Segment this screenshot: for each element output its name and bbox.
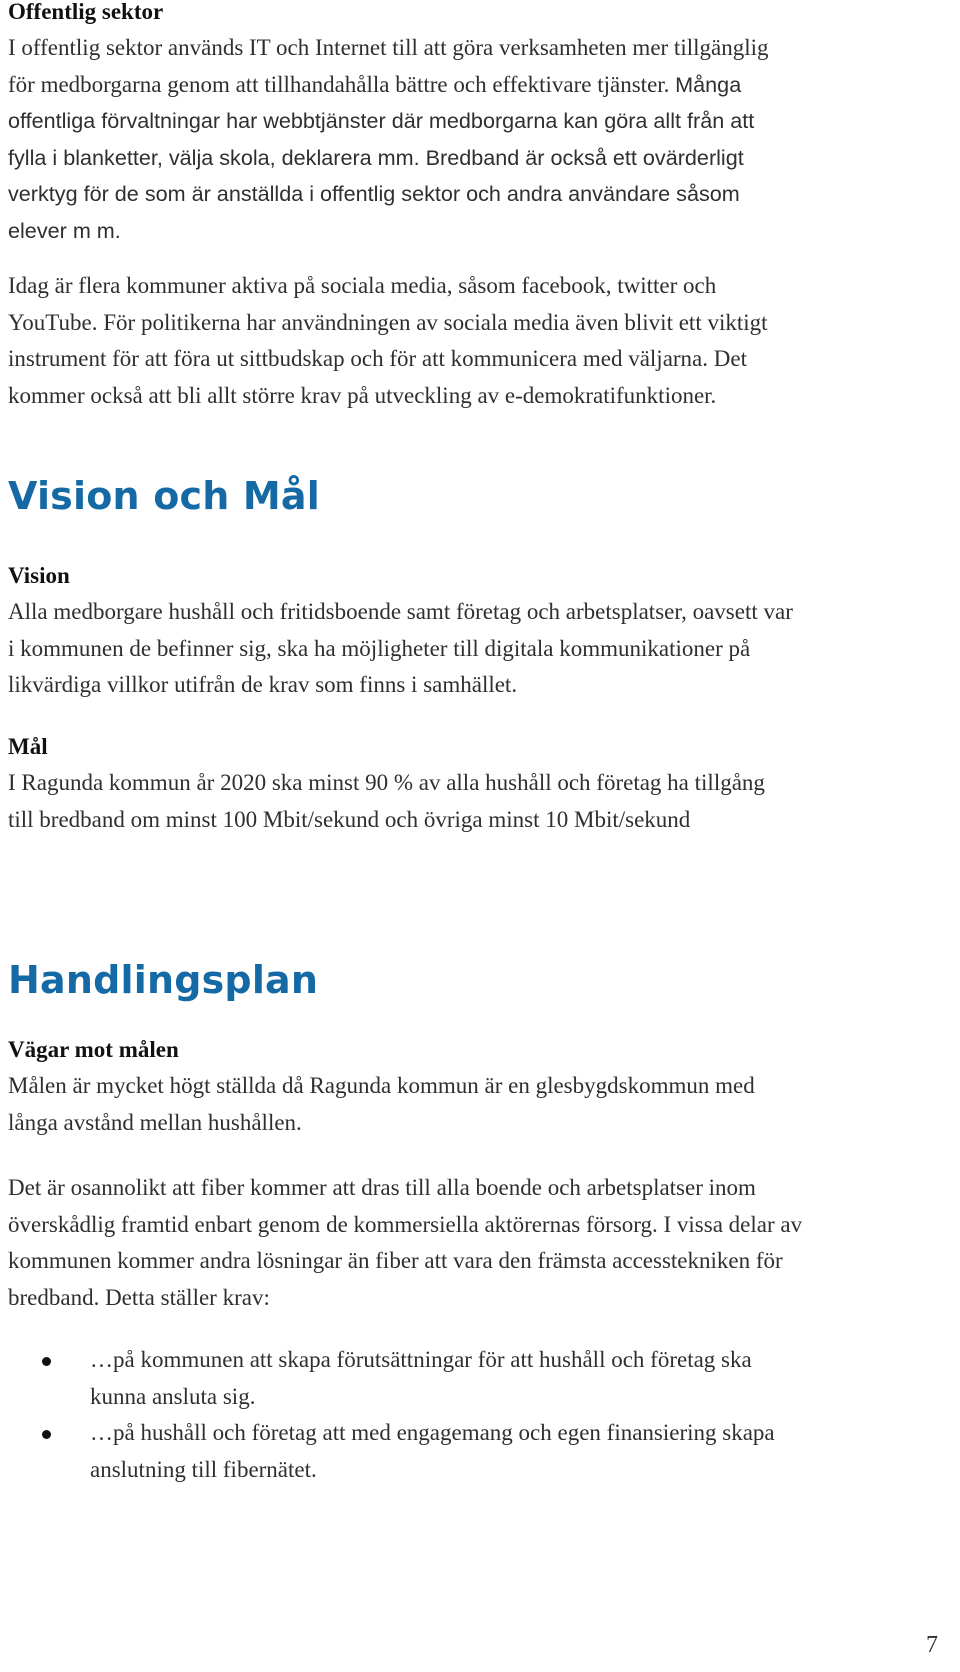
section-vagar-mot-malen — [8, 1032, 798, 1141]
handlingsplan-title: Handlingsplan — [8, 958, 319, 1002]
mal-heading: Mål — [8, 734, 48, 759]
offentlig-sektor-paragraph-2: Idag är flera kommuner aktiva på sociala media, såsom facebook, twitter och YouTube. För politikerna har användningen av sociala media även blivit ett viktigt instrument för att föra ut sittbudskap och för att kommunicera med väljarna. Det kommer också att bli allt större krav på utveckling av e-demokratifunktioner. — [8, 273, 768, 408]
list-item — [8, 1415, 808, 1488]
vision-heading: Vision — [8, 563, 70, 588]
section-handlingsplan-2 — [8, 1170, 808, 1316]
vagar-mot-malen-heading: Vägar mot målen — [8, 1037, 179, 1062]
mal-text: I Ragunda kommun år 2020 ska minst 90 % av alla hushåll och företag ha tillgång till bredband om minst 100 Mbit/sekund och övriga minst 10 Mbit/sekund — [8, 770, 765, 832]
list-item — [8, 1342, 808, 1415]
section-mal — [8, 729, 768, 838]
page-number: 7 — [926, 1632, 938, 1658]
offentlig-sektor-paragraph-1 — [8, 30, 798, 250]
section-offentlig-sektor — [8, 0, 908, 250]
section-vision — [8, 558, 798, 704]
vision-och-mal-title: Vision och Mål — [8, 474, 320, 518]
bullet-icon — [42, 1357, 51, 1366]
bullet-text: …på kommunen att skapa förutsättningar för att hushåll och företag ska kunna ansluta sig. — [90, 1347, 752, 1409]
offentlig-paragraph-1-part-a: I offentlig sektor används IT och Internet till att göra verksamheten mer tillgänglig för medborgarna genom att tillhandahålla bättre och effektivare tjänster. — [8, 35, 769, 97]
section-offentlig-sektor-2 — [8, 268, 798, 414]
handlingsplan-paragraph-2: Det är osannolikt att fiber kommer att dras till alla boende och arbetsplatser inom överskådlig framtid enbart genom de kommersiella aktörernas försorg. I vissa delar av kommunen kommer andra lösningar än fiber att vara den främsta accesstekniken för bredband. Detta ställer krav: — [8, 1175, 803, 1310]
handlingsplan-paragraph-1: Målen är mycket högt ställda då Ragunda kommun är en glesbygdskommun med långa avstånd mellan hushållen. — [8, 1073, 755, 1135]
offentlig-paragraph-1-part-b: Många offentliga förvaltningar har webbtjänster där medborgarna kan göra allt från att fylla i blanketter, välja skola, deklarera mm. Bredband är också ett ovärderligt verktyg för de som är anställda i offentlig sektor och andra användare såsom elever m m. — [8, 71, 755, 243]
offentlig-sektor-heading: Offentlig sektor — [8, 0, 164, 24]
vision-text: Alla medborgare hushåll och fritidsboende samt företag och arbetsplatser, oavsett var i kommunen de befinner sig, ska ha möjligheter till digitala kommunikationer på likvärdiga villkor utifrån de krav som finns i samhället. — [8, 599, 793, 698]
krav-bullet-list — [8, 1342, 808, 1488]
bullet-text: …på hushåll och företag att med engagemang och egen finansiering skapa anslutning till fibernätet. — [90, 1420, 775, 1482]
bullet-icon — [42, 1430, 51, 1439]
